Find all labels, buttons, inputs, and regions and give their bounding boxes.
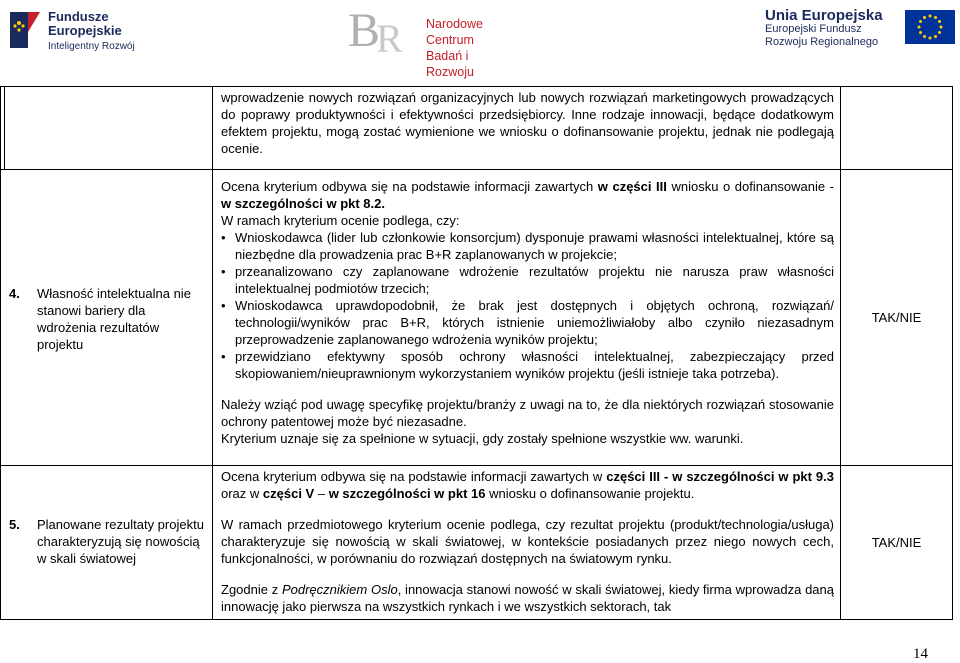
criterion-4-number: 4. bbox=[9, 285, 20, 301]
empty-cell bbox=[5, 87, 213, 170]
intro-bold: w szczególności w pkt 16 bbox=[328, 486, 486, 501]
list-item: • przeanalizowano czy zaplanowane wdrożenie rezultatów projektu nie narusza praw własności intelektualnej podmiotów trzecich; bbox=[221, 263, 834, 297]
ncbr-logo bbox=[346, 2, 516, 79]
fundusze-europejskie-logo bbox=[8, 6, 138, 54]
intro-text: – bbox=[314, 486, 329, 501]
criterion-5-para-1: W ramach przedmiotowego kryterium ocenie podlega, czy rezultat projektu (produkt/technologia/usługa) charakteryzuje się nowością w skali światowej, w kontekście posiadanych przez niego nowych cech, funkcjonalności, w porównaniu do rozwiązań dostępnych na światowym rynku. bbox=[221, 517, 834, 566]
table-row-4 bbox=[1, 170, 953, 466]
ue-line-2: Rozwoju Regionalnego bbox=[765, 36, 879, 48]
ncbr-line-1: Narodowe Centrum bbox=[426, 17, 483, 47]
ncbr-line-2: Badań i Rozwoju bbox=[426, 49, 474, 79]
continuation-text-cell bbox=[213, 87, 841, 170]
criterion-4-result: TAK/NIE bbox=[841, 170, 953, 466]
ue-line-1: Europejski Fundusz bbox=[765, 23, 862, 35]
criterion-5-result: TAK/NIE bbox=[841, 466, 953, 620]
para-italic: Podręcznikiem Oslo bbox=[281, 582, 398, 597]
continuation-text: wprowadzenie nowych rozwiązań organizacyjnych lub nowych rozwiązań marketingowych prowadzących do poprawy produktywności i efektywności przedsiębiorcy. Inne rodzaje innowacji, będące dodatkowym efektem projektu, mogą zostać wymienione we wniosku o dofinansowanie projektu, jednak nie podlegają ocenie. bbox=[221, 90, 834, 156]
unia-europejska-logo bbox=[765, 8, 955, 56]
criterion-5-para-2 bbox=[221, 581, 834, 615]
empty-cell bbox=[841, 87, 953, 170]
table-row-continuation bbox=[1, 87, 953, 170]
criterion-4-cell bbox=[1, 170, 213, 466]
table-row-5 bbox=[1, 466, 953, 620]
intro-text: wniosku o dofinansowanie projektu. bbox=[485, 486, 695, 501]
fe-title-2: Europejskie bbox=[48, 23, 122, 38]
criterion-5-number: 5. bbox=[9, 517, 20, 532]
para-text: , innowacja stanowi nowość w skali światowej, kiedy firma wprowadza daną innowację jako pierwsza na wszystkich rynkach i we wszystkich sektorach, tak bbox=[221, 582, 834, 614]
criterion-4-intro bbox=[221, 178, 834, 212]
criteria-table bbox=[0, 86, 953, 620]
criterion-4-list bbox=[221, 229, 834, 382]
criterion-5-title: Planowane rezultaty projektu charakteryzują się nowością w skali światowej bbox=[37, 517, 204, 566]
fe-title-1: Fundusze bbox=[48, 9, 109, 24]
svg-text:R: R bbox=[376, 16, 403, 58]
criterion-4-description bbox=[213, 170, 841, 466]
criterion-5-cell bbox=[1, 466, 213, 620]
intro-text: Ocena kryterium odbywa się na podstawie informacji zawartych bbox=[221, 179, 598, 194]
criterion-5-description bbox=[213, 466, 841, 620]
intro-text: Ocena kryterium odbywa się na podstawie informacji zawartych w bbox=[221, 469, 607, 484]
eu-flag-icon bbox=[905, 10, 955, 44]
criterion-5-intro bbox=[221, 468, 834, 502]
list-item: • Wnioskodawca (lider lub członkowie konsorcjum) dysponuje prawami własności intelektualnej, które są niezbędne dla prowadzenia prac B+R zaplanowanych w projekcie; bbox=[221, 229, 834, 263]
list-item: • przewidziano efektywny sposób ochrony własności intelektualnej, zabezpieczający przed skopiowaniem/nieuprawnionym wykorzystaniem wyników projektu (jeśli istnieje taka potrzeba). bbox=[221, 348, 834, 382]
para-text: Zgodnie z bbox=[221, 582, 282, 597]
list-item: • Wnioskodawca uprawdopodobnił, że brak jest dostępnych i objętych ochroną, rozwiązań/ technologii/wyników prac B+R, których istnienie uniemożliwiałoby albo czyniło niezasadnym przeprowadzenie zaplanowanego wdrożenia wyników projektu; bbox=[221, 297, 834, 348]
intro-bold: części V bbox=[262, 486, 315, 501]
criterion-4-note-2: Kryterium uznaje się za spełnione w sytuacji, gdy zostały spełnione wszystkie ww. warunki. bbox=[221, 431, 744, 446]
ue-title: Unia Europejska bbox=[765, 7, 883, 24]
criterion-4-title: Własność intelektualna nie stanowi bariery dla wdrożenia rezultatów projektu bbox=[37, 285, 191, 352]
criterion-4-note-1: Należy wziąć pod uwagę specyfikę projektu/branży z uwagi na to, że dla niektórych rozwiązań stosowanie ochrony patentowej może być niezasadne. bbox=[221, 397, 834, 429]
intro-bold: w części III bbox=[597, 179, 667, 194]
fe-subtitle: Inteligentny Rozwój bbox=[48, 41, 135, 52]
page-number: 14 bbox=[913, 646, 928, 662]
intro-text: oraz w bbox=[221, 486, 263, 501]
ncbr-mark-icon bbox=[346, 2, 418, 58]
svg-text:B: B bbox=[348, 4, 381, 57]
criterion-4-lead: W ramach kryterium ocenie podlega, czy: bbox=[221, 213, 460, 228]
intro-text: wniosku o dofinansowanie - bbox=[666, 179, 835, 194]
intro-bold: w szczególności w pkt 8.2. bbox=[221, 196, 385, 211]
fe-mark-icon bbox=[8, 8, 42, 52]
intro-bold: części III - w szczególności w pkt 9.3 bbox=[606, 469, 834, 484]
